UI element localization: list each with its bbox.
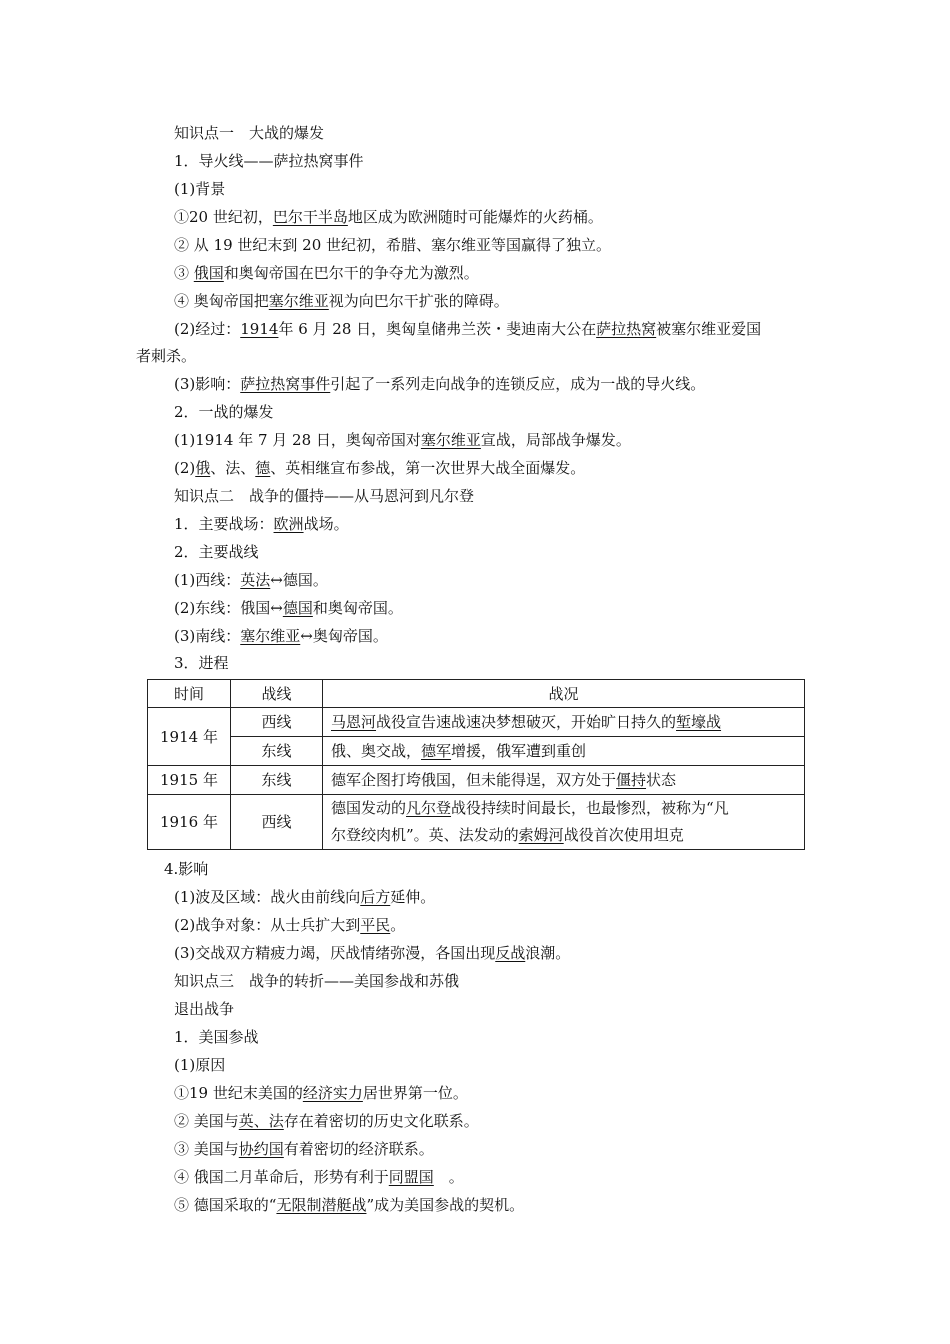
kp3-reason4: ④ 俄国二月革命后，形势有利于同盟国 。: [174, 1168, 464, 1186]
kp2-front-west: (1)西线：英法↔德国。: [174, 571, 328, 589]
front-cell: 西线: [231, 795, 323, 850]
header-front: 战线: [231, 680, 323, 708]
kp2-impact3: (3)交战双方精疲力竭，厌战情绪弥漫，各国出现反战浪潮。: [174, 944, 571, 962]
year-cell: 1915 年: [148, 766, 231, 795]
table-header-row: [148, 680, 805, 708]
situation-cell: 马恩河战役宣告速战速决梦想破灭，开始旷日持久的堑壕战: [323, 708, 805, 737]
kp2-impact2: (2)战争对象：从士兵扩大到平民。: [174, 916, 406, 934]
kp2-front-east: (2)东线：俄国↔德国和奥匈帝国。: [174, 599, 403, 617]
kp1-process-cont: 者刺杀。: [136, 347, 197, 365]
kp1-bg2: ② 从 19 世纪末到 20 世纪初，希腊、塞尔维亚等国赢得了独立。: [174, 236, 612, 254]
kp1-outbreak1: (1)1914 年 7 月 28 日，奥匈帝国对塞尔维亚宣战，局部战争爆发。: [174, 431, 631, 449]
table-row: [148, 737, 805, 766]
kp3-reason5: ⑤ 德国采取的“无限制潜艇战”成为美国参战的契机。: [174, 1196, 525, 1214]
kp2-s1: 1．主要战场：欧洲战场。: [174, 515, 349, 533]
table-row: [148, 708, 805, 737]
year-cell: 1914 年: [148, 708, 231, 766]
front-cell: 西线: [231, 708, 323, 737]
kp1-bg-title: (1)背景: [174, 180, 226, 198]
kp3-reason3: ③ 美国与协约国有着密切的经济联系。: [174, 1140, 434, 1158]
kp3-s1-title: 1．美国参战: [174, 1028, 259, 1046]
kp2-impact1: (1)波及区域：战火由前线向后方延伸。: [174, 888, 436, 906]
front-cell: 东线: [231, 766, 323, 795]
kp1-bg4: ④ 奥匈帝国把塞尔维亚视为向巴尔干扩张的障碍。: [174, 292, 509, 310]
kp3-reason-title: (1)原因: [174, 1056, 226, 1074]
kp1-bg3: ③ 俄国和奥匈帝国在巴尔干的争夺尤为激烈。: [174, 264, 479, 282]
situation-cell: 俄、奥交战，德军增援，俄军遭到重创: [323, 737, 805, 766]
kp3-title-cont: 退出战争: [174, 1000, 235, 1018]
kp1-title: 知识点一 大战的爆发: [174, 124, 325, 142]
kp2-s3-title: 3．进程: [174, 654, 229, 672]
kp3-title: 知识点三 战争的转折——美国参战和苏俄: [174, 972, 460, 990]
header-situation: 战况: [323, 680, 805, 708]
situation-cell: 德国发动的凡尔登战役持续时间最长，也最惨烈，被称为“凡 尔登绞肉机”。英、法发动的索姆河战役首次使用坦克: [323, 795, 805, 850]
kp1-impact: (3)影响：萨拉热窝事件引起了一系列走向战争的连锁反应，成为一战的导火线。: [174, 375, 706, 393]
kp1-s2-title: 2．一战的爆发: [174, 403, 274, 421]
kp2-s2-title: 2．主要战线: [174, 543, 259, 561]
table-row: [148, 795, 805, 850]
kp1-bg1: ①20 世纪初，巴尔干半岛地区成为欧洲随时可能爆炸的火药桶。: [174, 208, 603, 226]
kp2-title: 知识点二 战争的僵持——从马恩河到凡尔登: [174, 487, 475, 505]
kp3-reason2: ② 美国与英、法存在着密切的历史文化联系。: [174, 1112, 479, 1130]
progress-table: [147, 679, 805, 850]
kp1-s1-title: 1．导火线——萨拉热窝事件: [174, 152, 364, 170]
year-cell: 1916 年: [148, 795, 231, 850]
kp2-front-south: (3)南线：塞尔维亚↔奥匈帝国。: [174, 627, 388, 645]
front-cell: 东线: [231, 737, 323, 766]
kp3-reason1: ①19 世纪末美国的经济实力居世界第一位。: [174, 1084, 468, 1102]
situation-cell: 德军企图打垮俄国，但未能得逞，双方处于僵持状态: [323, 766, 805, 795]
kp2-s4-title: 4.影响: [164, 860, 209, 878]
kp1-outbreak2: (2)俄、法、德、英相继宣布参战，第一次世界大战全面爆发。: [174, 459, 586, 477]
table-row: [148, 766, 805, 795]
header-time: 时间: [148, 680, 231, 708]
kp1-process: (2)经过：1914年 6 月 28 日，奥匈皇储弗兰茨・斐迪南大公在萨拉热窝被塞尔维亚爱国: [174, 320, 762, 338]
